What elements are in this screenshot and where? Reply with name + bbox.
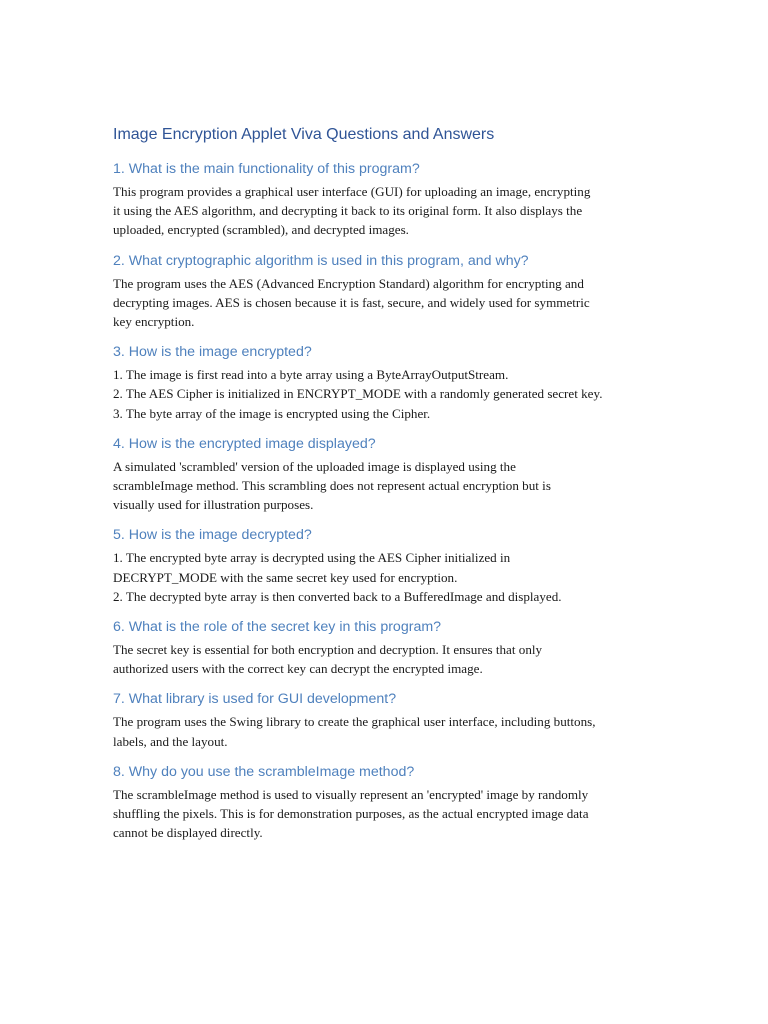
answer-line: The secret key is essential for both encryption and decryption. It ensures that only [113, 642, 543, 658]
answer-line: 1. The encrypted byte array is decrypted using the AES Cipher initialized in [113, 550, 511, 566]
answer-line: it using the AES algorithm, and decrypting it back to its original form. It also displays the [113, 203, 583, 219]
answer-text [113, 457, 661, 515]
answer-text [113, 712, 661, 750]
answer-line: decrypting images. AES is chosen because it is fast, secure, and widely used for symmetric [113, 294, 590, 310]
qa-section [113, 525, 661, 606]
answer-line: A simulated 'scrambled' version of the uploaded image is displayed using the [113, 458, 516, 474]
qa-section [113, 762, 661, 843]
answer-line: uploaded, encrypted (scrambled), and decrypted images. [113, 222, 409, 238]
answer-line: key encryption. [113, 314, 195, 330]
answer-line: The program uses the AES (Advanced Encryption Standard) algorithm for encrypting and [113, 275, 584, 291]
qa-section [113, 434, 661, 515]
question-heading: 4. How is the encrypted image displayed? [113, 435, 376, 452]
answer-line: labels, and the layout. [113, 733, 228, 749]
answer-line: cannot be displayed directly. [113, 825, 263, 841]
answer-line: visually used for illustration purposes. [113, 497, 314, 513]
answer-line: 3. The byte array of the image is encrypted using the Cipher. [113, 405, 431, 421]
question-heading: 7. What library is used for GUI development? [113, 691, 397, 708]
answer-text [113, 548, 661, 606]
answer-line: The program uses the Swing library to create the graphical user interface, including buttons, [113, 714, 596, 730]
answer-text [113, 785, 661, 843]
answer-line: This program provides a graphical user interface (GUI) for uploading an image, encrypting [113, 184, 591, 199]
answer-line: authorized users with the correct key can decrypt the encrypted image. [113, 661, 483, 677]
qa-section [113, 617, 661, 678]
question-heading: 5. How is the image decrypted? [113, 527, 312, 544]
document-title: Image Encryption Applet Viva Questions and Answers [113, 126, 495, 143]
qa-section [113, 251, 661, 332]
qa-sections [113, 159, 661, 842]
question-heading: 2. What cryptographic algorithm is used in this program, and why? [113, 252, 529, 269]
answer-line: shuffling the pixels. This is for demonstration purposes, as the actual encrypted image data [113, 806, 589, 822]
answer-line: The scrambleImage method is used to visually represent an 'encrypted' image by randomly [113, 786, 589, 802]
question-heading: 6. What is the role of the secret key in this program? [113, 619, 442, 636]
answer-text [113, 365, 661, 423]
answer-text [113, 274, 661, 332]
answer-line: 1. The image is first read into a byte array using a ByteArrayOutputStream. [113, 367, 509, 383]
qa-section [113, 342, 661, 423]
qa-section [113, 689, 661, 750]
answer-line: DECRYPT_MODE with the same secret key used for encryption. [113, 569, 458, 585]
question-heading: 8. Why do you use the scrambleImage method? [113, 763, 415, 780]
question-heading: 1. What is the main functionality of this program? [113, 161, 420, 177]
answer-line: 2. The AES Cipher is initialized in ENCRYPT_MODE with a randomly generated secret key. [113, 386, 603, 402]
answer-text [113, 182, 661, 240]
answer-line: scrambleImage method. This scrambling does not represent actual encryption but is [113, 478, 551, 494]
question-heading: 3. How is the image encrypted? [113, 344, 312, 361]
document-content [113, 124, 661, 853]
answer-line: 2. The decrypted byte array is then converted back to a BufferedImage and displayed. [113, 588, 562, 604]
answer-text [113, 640, 661, 678]
qa-section [113, 159, 661, 240]
